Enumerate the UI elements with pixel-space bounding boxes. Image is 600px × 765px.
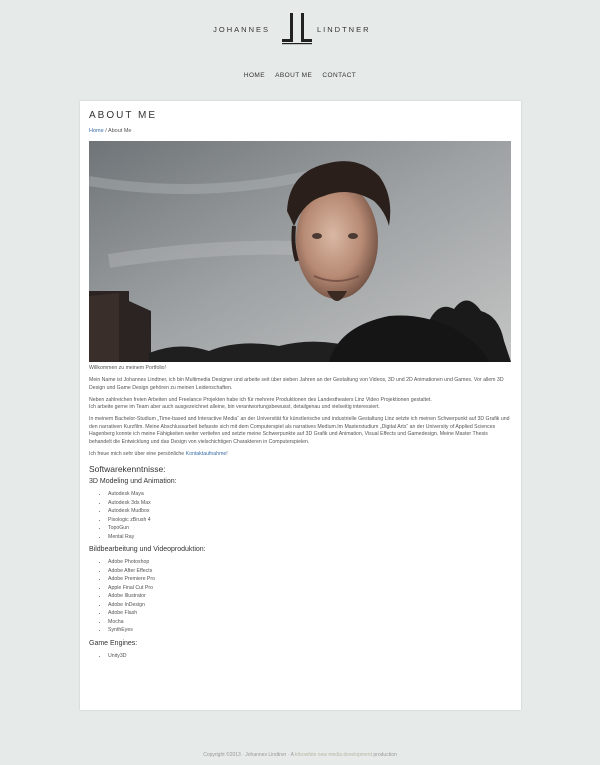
list-item: • Mocha	[108, 618, 511, 627]
bio-paragraph-1: Mein Name ist Johannes Lindtner, ich bin Multimedia Designer und arbeite seit über sieben Jahren an der Gestaltung von Videos, 3D und 2D Animationen und Games. Vor allem 3D Design und Game Design gehören zu meinen Leidenschaften.	[89, 377, 504, 391]
list-item: • Mental Ray	[108, 533, 511, 542]
contact-link[interactable]: Kontaktaufnahme	[185, 450, 227, 457]
logo-jl-icon[interactable]	[281, 12, 313, 46]
site-header	[0, 0, 600, 100]
footer-agency-link[interactable]: tribowhite new media development	[295, 752, 373, 758]
skill-list-engines	[89, 652, 511, 661]
contact-text-pre: Ich freue mich sehr über eine persönliche	[89, 450, 186, 457]
content-card	[80, 101, 521, 710]
main-nav	[0, 72, 600, 79]
list-item: • Unity3D	[108, 652, 511, 661]
skills-heading: Softwarekenntnisse:	[89, 464, 166, 474]
list-item: • Apple Final Cut Pro	[108, 584, 511, 593]
list-item: • Adobe Flash	[108, 609, 511, 618]
page-title: ABOUT ME	[89, 110, 158, 121]
list-item: • Adobe Photoshop	[108, 558, 511, 567]
list-item: • Adobe InDesign	[108, 601, 511, 610]
list-item: • Adobe After Effects	[108, 567, 511, 576]
logo-text-first: JOHANNES	[213, 25, 270, 34]
list-item: • SynthEyes	[108, 626, 511, 635]
bio-paragraph-2	[89, 397, 511, 412]
skill-list-3d	[89, 490, 511, 541]
skill-list-video	[89, 558, 511, 635]
list-item: • Pixologic zBrush 4	[108, 516, 511, 525]
group-heading-video: Bildbearbeitung und Videoproduktion:	[89, 546, 206, 553]
bio-paragraph-2b: Ich arbeite gerne im Team aber auch ausgezeichnet alleine, bin verantwortungsbewusst, detailgenau und vielseitig interessiert.	[89, 404, 380, 410]
contact-text-post: !	[226, 450, 228, 457]
nav-about-me[interactable]: ABOUT ME	[275, 72, 313, 79]
site-footer	[0, 752, 600, 758]
about-text	[89, 365, 511, 664]
breadcrumb-separator: /	[103, 128, 108, 134]
list-item: • TopoGun	[108, 524, 511, 533]
breadcrumb-home-link[interactable]: Home	[89, 128, 104, 134]
nav-contact[interactable]: CONTACT	[322, 72, 357, 79]
portrait-photo	[89, 141, 511, 362]
logo-text-last: LINDTNER	[317, 25, 371, 34]
bio-paragraph-3: In meinem Bachelor-Studium „Time-based and Interactive Media“ an der Universität für künstlerische und industrielle Gestaltung Linz setzte ich meinen Schwerpunkt auf 3D Grafik und den narrativen Kurzfilm. Meine Abschlussarbeit befasste sich mit dem Computerspiel als narratives Medium.Im Masterstudium „Digital Arts“ an der University of Applied Sciences Hagenberg konnte ich meine Fähigkeiten weiter vertiefen und setzte meine Schwerpunkte auf 3D Grafik und Animation, Visual Effects und Gamedesign. Meine Master Thesis behandelt die Entwicklung und das Design von vielschichtigen Charakteren in Computerspielen.	[89, 416, 510, 445]
list-item: • Adobe Illustrator	[108, 592, 511, 601]
list-item: • Autodesk 3ds Max	[108, 499, 511, 508]
group-heading-3d: 3D Modeling und Animation:	[89, 478, 177, 485]
footer-suffix: production	[372, 752, 397, 758]
contact-paragraph	[89, 451, 511, 459]
bio-paragraph-2a: Neben zahlreichen freien Arbeiten und Freelance Projekten habe ich für mehrere Produktionen des Landestheaters Linz Video Projektionen gestaltet.	[89, 396, 432, 403]
nav-home[interactable]: HOME	[243, 72, 265, 79]
intro-paragraph: Willkommen zu meinem Portfolio!	[89, 365, 166, 371]
list-item: • Adobe Premiere Pro	[108, 575, 511, 584]
list-item: • Autodesk Maya	[108, 490, 511, 499]
group-heading-engines: Game Engines:	[89, 639, 138, 647]
breadcrumb	[89, 128, 132, 134]
breadcrumb-current: About Me	[107, 128, 132, 134]
list-item: • Autodesk Mudbox	[108, 507, 511, 516]
footer-copyright: Copyright ©2013 · Johannes Lindtner · A	[203, 752, 296, 758]
